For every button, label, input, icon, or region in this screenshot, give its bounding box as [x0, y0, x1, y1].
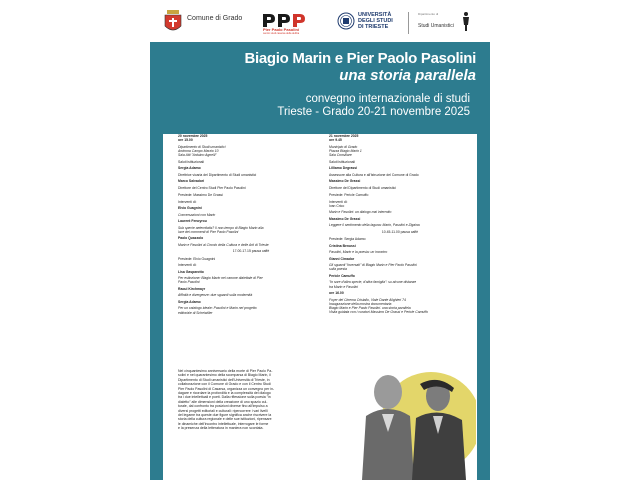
poster-title: Biagio Marin e Pier Paolo Pasolini	[244, 50, 476, 67]
program-entry: Lilliamo Degrassi	[329, 166, 358, 171]
program-entry: Presiede: Pericle Camuffo	[329, 193, 369, 198]
program-entry: 20 novembre 2025 ore 15.00	[178, 134, 208, 143]
program-entry: Sergia Adamo	[178, 166, 201, 171]
program-day-2	[329, 134, 471, 317]
program-entry: Conversazioni con Marin	[178, 212, 216, 217]
poster-subtitle: una storia parallela	[339, 67, 476, 84]
university-line-3: DI TRIESTE	[358, 24, 389, 30]
program-entry: Direttore del Centro Studi Pier Paolo Pasolini	[178, 185, 246, 190]
program-entry: Paolo Quazzolo	[178, 236, 204, 241]
department-name: Studi Umanistici	[418, 23, 454, 29]
program-entry: Presiede: Massimo De Grassi	[178, 193, 223, 198]
program-entry: 21 novembre 2025 ore 9.45	[329, 134, 359, 143]
program-entry: Interventi di: Ivan Crico	[329, 199, 348, 208]
program-entry: Direttrice vicaria del Dipartimento di Studi umanistici	[178, 172, 257, 177]
program-entry: Dipartimento di Studi umanistici Androna Campo Marzio 10 Sala Atti "Arduino Agnelli"	[178, 144, 226, 158]
program-entry: Affinità e divergenze: due sguardi sulla modernità	[178, 293, 253, 298]
program-entry: Foyer del Cinema Cristallo, Viale Dante Alighieri 74 Inaugurazione della mostra documentaria Biagio Marin e Pier Paolo Pasolini. una storia parallela Visita guidata con i curatori Massimo De Grassi e Pericle Camuffo	[329, 297, 429, 315]
program-entry: Gli sguardi "inversati" di Biagio Marin e Pier Paolo Pasolini sulla poesia	[329, 263, 417, 272]
intro-paragraph: Nel cinquantesimo anniversario della morte di Pier Paolo Pa- solini e nel quarantesimo della scomparsa di Biagio Marin, il Dipartimento di Studi umanistici dell'Università di Trieste, in collaborazione con il Comune di Grado e con il Centro Studi Pier Paolo Pasolini di Casarsa, organizza un convegno per in- dagare e ricordare la profondità e la complessità del dialogo tra i due intellettuali e poeti. Dalla riflessione sulla poesia "in dialetto" alle dimensioni della creazione di uno spazio cul- turale, dal confronto tra posizioni diverse fino all'impulso a diversi progetti editoriali e culturali: ripercorrere i vari livelli del legame tra queste due figure significa anche riscrivere la storia della cultura regionale e delle sue istituzioni, ripensare le dinamiche dell'incontro intellettuale, interrogare le forme e la presenza della letteratura in maniera non scontata.	[178, 369, 275, 431]
university-line-1: UNIVERSITÀ	[358, 12, 392, 18]
program-entry: Laurent Fenoyrou	[178, 219, 207, 224]
program-day-1	[178, 134, 324, 317]
university-seal-icon	[337, 12, 355, 30]
program-entry: 17.00-17.15 pausa caffè	[232, 249, 270, 254]
program-entry: Sub specie aeternitatis? Il non-tempo di Biagio Marin alla luce dei commenti di Pier Paolo Pasolini	[178, 225, 264, 234]
program-entry: Saluti istituzionali	[329, 159, 356, 164]
comune-label: Comune di Grado	[187, 15, 243, 22]
department-statue-icon	[462, 11, 470, 31]
header-bar	[0, 0, 640, 42]
university-line-2: DEGLI STUDI	[358, 18, 393, 24]
program-entry: 10.45-11.00 pausa caffè	[381, 229, 419, 234]
program-entry: Presiede: Elvio Guagnini	[178, 256, 216, 261]
program-entry: Gianni Cimador	[329, 256, 355, 261]
program-entry: Cristina Benussi	[329, 243, 356, 248]
program-entry: Massimo De Grassi	[329, 179, 361, 184]
grado-crest-icon	[164, 10, 182, 34]
program-entry: Assessore alla Cultura e all'Istruzione del Comune di Grado	[329, 172, 419, 177]
ppp-logo-icon	[262, 13, 308, 27]
program-entry: Presiede: Sergia Adamo	[329, 237, 366, 242]
marin-pasolini-photo	[336, 362, 476, 480]
program-entry: Pasolini, Marin e la poesia: un incontro	[329, 250, 388, 255]
program-entry: Marin e Pasolini: un dialogo mai interrotto	[329, 210, 392, 215]
program-card	[163, 134, 477, 367]
program-entry: "In sore d'altra specie, d'altra famiglia": su alcune distanze tra Marin e Pasolini	[329, 280, 417, 289]
program-entry: Sergia Adamo	[178, 299, 201, 304]
program-entry: Pericle Camuffo	[329, 273, 355, 278]
program-entry: Per un catalogo ideale: Pasolini e Marin nel progetto editoriale di Scheiwiller	[178, 306, 257, 315]
program-entry: Marin e Pasolini al Circolo della Cultura e delle Arti di Trieste	[178, 242, 269, 247]
program-entry: Municipio di Grado Piazza Biagio Marin 1 Sala Consiliare	[329, 144, 362, 158]
header-divider	[408, 12, 409, 34]
program-entry: Marco Salvadori	[178, 179, 205, 184]
program-entry: Interventi di:	[178, 263, 197, 268]
program-entry: Saluti istituzionali	[178, 159, 205, 164]
program-entry: Raoul Kirchmayr	[178, 286, 206, 291]
program-entry: Leggere il sentimento della laguna: Marin, Pasolini e Zigaina	[329, 223, 420, 228]
event-dates: Trieste - Grado 20-21 novembre 2025	[277, 106, 470, 118]
program-entry: Elvio Guagnini	[178, 206, 202, 211]
program-entry: Direttore del Dipartimento di Studi umanistici	[329, 185, 396, 190]
event-type: convegno internazionale di studi	[305, 93, 470, 105]
university-name	[358, 12, 393, 30]
program-entry: Interventi di:	[178, 199, 197, 204]
program-entry: Lisa Gasparotto	[178, 269, 204, 274]
ppp-name: Pier Paolo Pasolini	[263, 27, 300, 32]
program-entry: ore 16.00	[329, 291, 344, 296]
ppp-subtitle: centro studi casarsa della delizia	[263, 32, 300, 35]
program-entry: Massimo De Grassi	[329, 216, 361, 221]
department-prefix: Dipartimento di	[418, 12, 439, 16]
program-entry: Per estinzione: Biagio Marin nel canone dialettale di Pier Paolo Pasolini	[178, 276, 263, 285]
